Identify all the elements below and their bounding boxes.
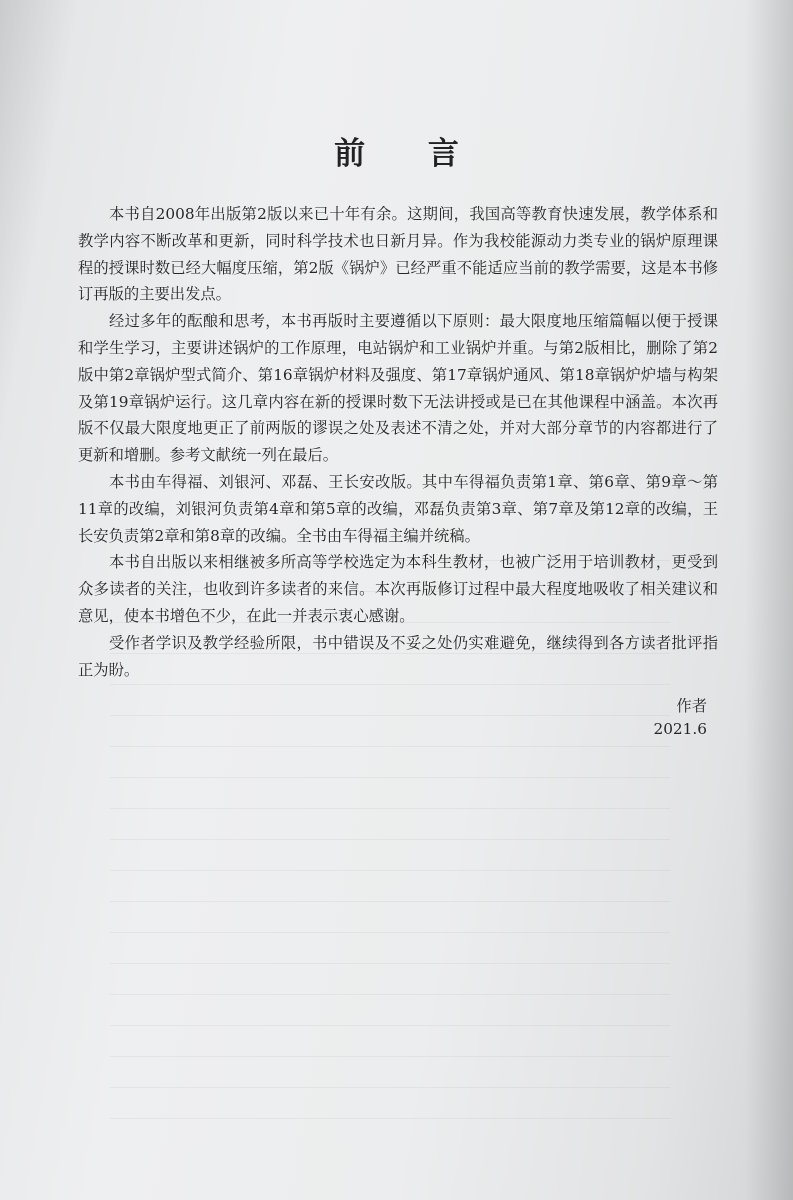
signature-date: 2021.6	[653, 720, 707, 738]
paragraph-5: 受作者学识及教学经验所限，书中错误及不妥之处仍实难避免，继续得到各方读者批评指正为盼。	[78, 633, 718, 679]
paragraph-1: 本书自2008年出版第2版以来已十年有余。这期间，我国高等教育快速发展，教学体系和教学内容不断改革和更新，同时科学技术也日新月异。作为我校能源动力类专业的锅炉原理课程的授课时数已经大幅度压缩，第2版《锅炉》已经严重不能适应当前的教学需要，这是本书修订再版的主要出发点。	[78, 205, 718, 304]
paragraph-2: 经过多年的酝酿和思考，本书再版时主要遵循以下原则：最大限度地压缩篇幅以便于授课和学生学习，主要讲述锅炉的工作原理，电站锅炉和工业锅炉并重。与第2版相比，删除了第2版中第2章锅炉型式简介、第16章锅炉材料及强度、第17章锅炉通风、第18章锅炉炉墙与构架及第19章锅炉运行。这几章内容在新的授课时数下无法讲授或是已在其他课程中涵盖。本次再版不仅最大限度地更正了前两版的谬误之处及表述不清之处，并对大部分章节的内容都进行了更新和增删。参考文献统一列在最后。	[78, 312, 718, 465]
paragraph-3: 本书由车得福、刘银河、邓磊、王长安改版。其中车得福负责第1章、第6章、第9章～第11章的改编，刘银河负责第4章和第5章的改编，邓磊负责第3章、第7章及第12章的改编，王长安负责第2章和第8章的改编。全书由车得福主编并统稿。	[78, 472, 718, 545]
paragraph-4: 本书自出版以来相继被多所高等学校选定为本科生教材，也被广泛用于培训教材，更受到众多读者的关注，也收到许多读者的来信。本次再版修订过程中最大程度地吸收了相关建议和意见，使本书增色不少，在此一并表示衷心感谢。	[78, 553, 718, 625]
page-title: 前 言	[334, 136, 485, 172]
page-edge-shadow	[745, 0, 793, 1200]
author-signature: 作者	[676, 697, 707, 715]
preface-body	[78, 201, 718, 683]
